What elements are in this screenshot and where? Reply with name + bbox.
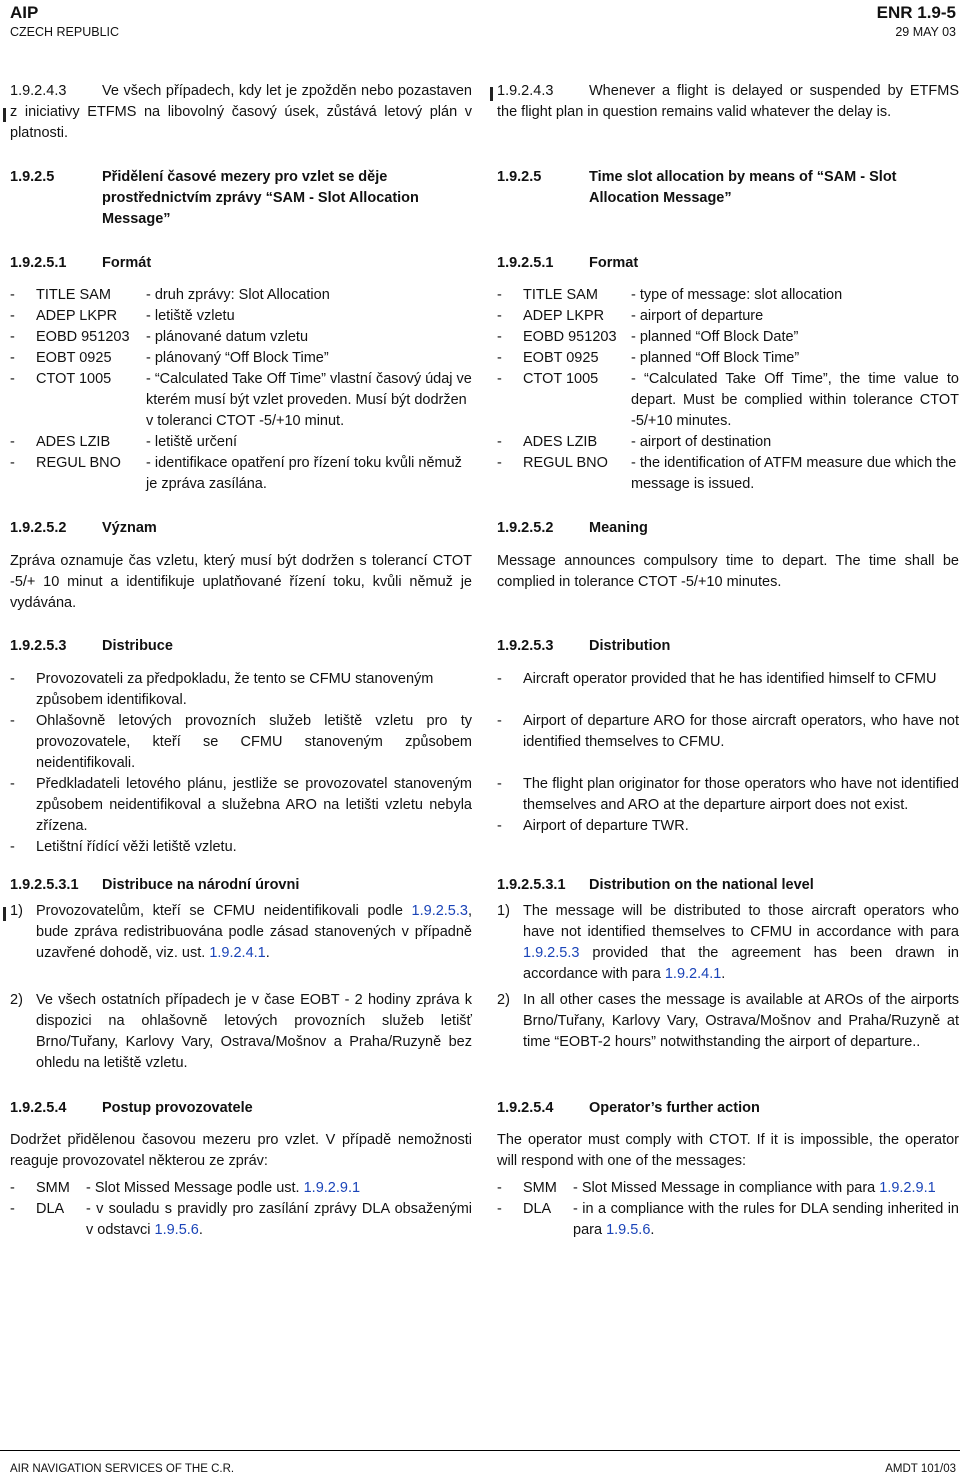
list-item-text: Letištní řídící věži letiště vzletu. (36, 839, 237, 855)
message-key: SMM (36, 1180, 70, 1196)
format-row: - ADEP LKPR - airport of departure (497, 306, 959, 327)
format-row: - CTOT 1005 - “Calculated Take Off Time” vlastní časový údaj ve kterém musí být vzlet proveden. Musí být dodržen v toleranci CTOT -5/+10 minut. (10, 369, 472, 432)
message-key: DLA (523, 1201, 552, 1217)
header-aip: AIP (10, 3, 39, 22)
footer-rule (0, 1450, 960, 1451)
para-1-9-2-4-3 (497, 81, 959, 123)
format-value: - “Calculated Take Off Time” vlastní časový údaj ve kterém musí být vzlet proveden. Musí být dodržen v toleranci CTOT -5/+10 minut. (146, 371, 472, 429)
heading-1-9-2-5-3 (10, 636, 472, 657)
section-number: 1.9.2.5.2 (497, 520, 554, 536)
list-item: - Airport of departure ARO for those aircraft operators, who have not identified themselves to CFMU. (497, 711, 959, 753)
format-list (497, 285, 959, 495)
section-title: Distribution on the national level (589, 877, 814, 893)
list-item-text: Ohlašovně letových provozních služeb letiště vzletu pro ty provozovatele, kteří se CFMU stanoveným způsobem neidentifikovali. (36, 713, 472, 771)
message-text: - in a compliance with the rules for DLA sending inherited in para (573, 1201, 959, 1238)
section-title: Postup provozovatele (102, 1100, 253, 1116)
message-row: - DLA - in a compliance with the rules for DLA sending inherited in para 1.9.5.6. (497, 1199, 959, 1241)
item-text: , bude zpráva redistribuována podle zásad stanovených v případně uzavřené dohodě, viz. ust. (36, 903, 472, 961)
section-number: 1.9.2.4.3 (497, 83, 554, 99)
link-1-9-2-9-1[interactable]: 1.9.2.9.1 (879, 1180, 936, 1196)
list-item-text: Provozovateli za předpokladu, že tento se CFMU stanoveným způsobem identifikoval. (36, 671, 434, 708)
section-number: 1.9.2.4.3 (10, 83, 67, 99)
section-title: Význam (102, 520, 157, 536)
format-row: - ADES LZIB - letiště určení (10, 432, 472, 453)
format-row: - ADEP LKPR - letiště vzletu (10, 306, 472, 327)
section-number: 1.9.2.5.1 (10, 255, 67, 271)
format-row: - CTOT 1005 - “Calculated Take Off Time”, the time value to depart. Must be complied within tolerance CTOT -5/+10 minutes. (497, 369, 959, 432)
format-key: ADES LZIB (523, 434, 598, 450)
national-item-2 (10, 990, 472, 1074)
header-date: 29 MAY 03 (895, 25, 956, 39)
format-value: - airport of departure (631, 308, 764, 324)
item-label: 2) (10, 992, 23, 1008)
message-row: - DLA - v souladu s pravidly pro zasílání zprávy DLA obsaženými v odstavci 1.9.5.6. (10, 1199, 472, 1241)
format-row: - TITLE SAM - type of message: slot allocation (497, 285, 959, 306)
list-item: - Předkladateli letového plánu, jestliže se provozovatel stanoveným způsobem neidentifikoval a služebna ARO na letišti vzletu nebyla zřízena. (10, 774, 472, 837)
heading-1-9-2-5 (497, 167, 959, 209)
format-row: - TITLE SAM - druh zprávy: Slot Allocation (10, 285, 472, 306)
format-key: CTOT 1005 (36, 371, 112, 387)
section-number: 1.9.2.5 (497, 169, 542, 185)
message-list (497, 1178, 959, 1241)
heading-1-9-2-5 (10, 167, 472, 230)
format-value: - planned “Off Block Date” (631, 329, 799, 345)
footer-amendment: AMDT 101/03 (885, 1463, 956, 1475)
section-title: Format (589, 255, 639, 271)
section-number: 1.9.2.5.3.1 (497, 877, 566, 893)
paragraph-text: Dodržet přidělenou časovou mezeru pro vzlet. V případě nemožnosti reaguje provozovatel některou ze zpráv: (10, 1132, 472, 1169)
section-title: Distribuce (102, 638, 173, 654)
para-1-9-2-4-3 (10, 81, 472, 144)
format-key: EOBT 0925 (36, 350, 112, 366)
list-item: - Letištní řídící věži letiště vzletu. (10, 837, 472, 858)
item-text: . (721, 966, 726, 982)
message-text: - Slot Missed Message podle ust. (86, 1180, 300, 1196)
header-country: CZECH REPUBLIC (10, 25, 120, 39)
list-item: - Ohlašovně letových provozních služeb letiště vzletu pro ty provozovatele, kteří se CFMU stanoveným způsobem neidentifikovali. (10, 711, 472, 774)
link-1-9-5-6[interactable]: 1.9.5.6 (606, 1222, 651, 1238)
section-title: Operator’s further action (589, 1100, 760, 1116)
format-key: REGUL BNO (36, 455, 121, 471)
message-row: - SMM - Slot Missed Message podle ust. 1.9.2.9.1 (10, 1178, 472, 1199)
format-key: CTOT 1005 (523, 371, 599, 387)
format-key: ADES LZIB (36, 434, 111, 450)
message-text: - v souladu s pravidly pro zasílání zprávy DLA obsaženými v odstavci (86, 1201, 472, 1238)
change-bar (490, 87, 493, 101)
format-row: - REGUL BNO - identifikace opatření pro řízení toku kvůli němuž je zpráva zasílána. (10, 453, 472, 495)
list-item: - Provozovateli za předpokladu, že tento se CFMU stanoveným způsobem identifikoval. (10, 669, 472, 711)
list-item: - The flight plan originator for those operators who have not identified themselves and ARO at the departure airport does not exist. (497, 774, 959, 816)
list-item-text: The flight plan originator for those operators who have not identified themselves and ARO at the departure airport does not exist. (523, 776, 959, 813)
list-item-text: Předkladateli letového plánu, jestliže se provozovatel stanoveným způsobem neidentifikoval a služebna ARO na letišti vzletu nebyla zřízena. (36, 776, 472, 834)
item-label: 1) (497, 903, 510, 919)
section-number: 1.9.2.5.3 (10, 638, 67, 654)
format-value: - airport of destination (631, 434, 772, 450)
paragraph-text: Zpráva oznamuje čas vzletu, který musí být dodržen s tolerancí CTOT -5/+ 10 minut a identifikuje uplatňované řízení toku, kvůli němuž je vydávána. (10, 553, 472, 611)
link-1-9-2-4-1[interactable]: 1.9.2.4.1 (209, 945, 266, 961)
message-key: DLA (36, 1201, 65, 1217)
distribution-list (10, 669, 472, 858)
format-key: EOBT 0925 (523, 350, 599, 366)
national-item-1 (10, 901, 472, 964)
format-key: TITLE SAM (36, 287, 111, 303)
section-number: 1.9.2.5.4 (497, 1100, 554, 1116)
section-title: Formát (102, 255, 152, 271)
heading-1-9-2-5-2 (10, 518, 472, 539)
format-value: - letiště určení (146, 434, 238, 450)
item-label: 2) (497, 992, 510, 1008)
format-row: - EOBD 951203 - planned “Off Block Date” (497, 327, 959, 348)
change-bar (3, 108, 6, 122)
format-value: - plánované datum vzletu (146, 329, 309, 345)
format-row: - ADES LZIB - airport of destination (497, 432, 959, 453)
national-item-1 (497, 901, 959, 985)
section-number: 1.9.2.5.3.1 (10, 877, 79, 893)
format-row: - REGUL BNO - the identification of ATFM measure due which the message is issued. (497, 453, 959, 495)
message-list (10, 1178, 472, 1241)
list-item-text: Airport of departure TWR. (523, 818, 689, 834)
format-row: - EOBT 0925 - plánovaný “Off Block Time” (10, 348, 472, 369)
paragraph-text: Message announces compulsory time to depart. The time shall be complied in tolerance CTOT -5/+10 minutes. (497, 553, 959, 590)
format-value: - plánovaný “Off Block Time” (146, 350, 329, 366)
list-item-text: Airport of departure ARO for those aircraft operators, who have not identified themselves to CFMU. (523, 713, 959, 750)
section-number: 1.9.2.5.4 (10, 1100, 67, 1116)
section-title: Time slot allocation by means of “SAM - Slot Allocation Message” (589, 169, 897, 206)
paragraph-text: Whenever a flight is delayed or suspended by ETFMS the flight plan in question remains valid whatever the delay is. (497, 83, 959, 120)
format-key: ADEP LKPR (523, 308, 605, 324)
heading-1-9-2-5-2 (497, 518, 959, 539)
format-key: EOBD 951203 (36, 329, 130, 345)
format-key: REGUL BNO (523, 455, 608, 471)
message-text: . (650, 1222, 655, 1238)
format-value: - “Calculated Take Off Time”, the time value to depart. Must be complied within tolerance CTOT -5/+10 minutes. (631, 371, 959, 429)
heading-1-9-2-5-1 (10, 253, 472, 274)
item-text: The message will be distributed to those aircraft operators who have not identified themselves to CFMU in accordance with para (523, 903, 959, 940)
link-1-9-2-9-1[interactable]: 1.9.2.9.1 (303, 1180, 361, 1196)
message-key: SMM (523, 1180, 557, 1196)
list-item: - Aircraft operator provided that he has identified himself to CFMU (497, 669, 959, 690)
format-key: EOBD 951203 (523, 329, 617, 345)
item-text: provided that the agreement has been drawn in accordance with para (523, 945, 959, 982)
list-item-text: Aircraft operator provided that he has identified himself to CFMU (523, 671, 937, 687)
section-number: 1.9.2.5.3 (497, 638, 554, 654)
format-value: - the identification of ATFM measure due which the message is issued. (631, 455, 957, 492)
item-text: Ve všech ostatních případech je v čase EOBT - 2 hodiny zpráva k dispozici na ohlašovně letových provozních služeb letišť Brno/Tuřany, Karlovy Vary, Ostrava/Mošnov a Praha/Ruzyně bez ohledu na letiště vzletu. (36, 992, 472, 1071)
message-text: . (198, 1222, 203, 1238)
heading-1-9-2-5-3-1 (10, 875, 472, 896)
link-1-9-5-6[interactable]: 1.9.5.6 (154, 1222, 199, 1238)
heading-1-9-2-5-3-1 (497, 875, 959, 896)
heading-1-9-2-5-4 (497, 1098, 959, 1119)
heading-1-9-2-5-4 (10, 1098, 472, 1119)
paragraph-text: Ve všech případech, kdy let je zpožděn nebo pozastaven z iniciativy ETFMS na libovolný časový úsek, zůstává letový plán v platnosti. (10, 83, 472, 141)
header-section: ENR 1.9-5 (876, 3, 956, 22)
item-label: 1) (10, 903, 23, 919)
link-1-9-2-5-3[interactable]: 1.9.2.5.3 (523, 945, 580, 961)
change-bar (3, 907, 6, 921)
format-value: - identifikace opatření pro řízení toku kvůli němuž je zpráva zasílána. (146, 455, 462, 492)
format-key: TITLE SAM (523, 287, 598, 303)
item-text: In all other cases the message is available at AROs of the airports Brno/Tuřany, Karlovy Vary, Ostrava/Mošnov and Praha/Ruzyně at time “EOBT-2 hours” notwithstanding the airport of departure.. (523, 992, 959, 1050)
format-value: - planned “Off Block Time” (631, 350, 800, 366)
format-value: - druh zprávy: Slot Allocation (146, 287, 330, 303)
format-value: - type of message: slot allocation (631, 287, 843, 303)
section-title: Distribuce na národní úrovni (102, 877, 300, 893)
section-title: Distribution (589, 638, 671, 654)
heading-1-9-2-5-1 (497, 253, 959, 274)
message-row: - SMM - Slot Missed Message in compliance with para 1.9.2.9.1 (497, 1178, 959, 1199)
section-title: Přidělení časové mezery pro vzlet se děje prostřednictvím zprávy “SAM - Slot Allocation Message” (102, 169, 419, 227)
paragraph-text: The operator must comply with CTOT. If it is impossible, the operator will respond with one of the messages: (497, 1132, 959, 1169)
section-number: 1.9.2.5 (10, 169, 55, 185)
format-list (10, 285, 472, 495)
format-row: - EOBD 951203 - plánované datum vzletu (10, 327, 472, 348)
heading-1-9-2-5-3 (497, 636, 959, 657)
item-text: Provozovatelům, kteří se CFMU neidentifikovali podle (36, 903, 403, 919)
section-number: 1.9.2.5.1 (497, 255, 554, 271)
national-item-2 (497, 990, 959, 1053)
section-number: 1.9.2.5.2 (10, 520, 67, 536)
format-key: ADEP LKPR (36, 308, 118, 324)
link-1-9-2-4-1[interactable]: 1.9.2.4.1 (664, 966, 722, 982)
section-title: Meaning (589, 520, 648, 536)
footer-publisher: AIR NAVIGATION SERVICES OF THE C.R. (10, 1463, 235, 1475)
format-row: - EOBT 0925 - planned “Off Block Time” (497, 348, 959, 369)
link-1-9-2-5-3[interactable]: 1.9.2.5.3 (411, 903, 468, 919)
format-value: - letiště vzletu (146, 308, 235, 324)
distribution-list (497, 669, 959, 837)
list-item: - Airport of departure TWR. (497, 816, 959, 837)
item-text: . (265, 945, 270, 961)
message-text: - Slot Missed Message in compliance with para (573, 1180, 876, 1196)
